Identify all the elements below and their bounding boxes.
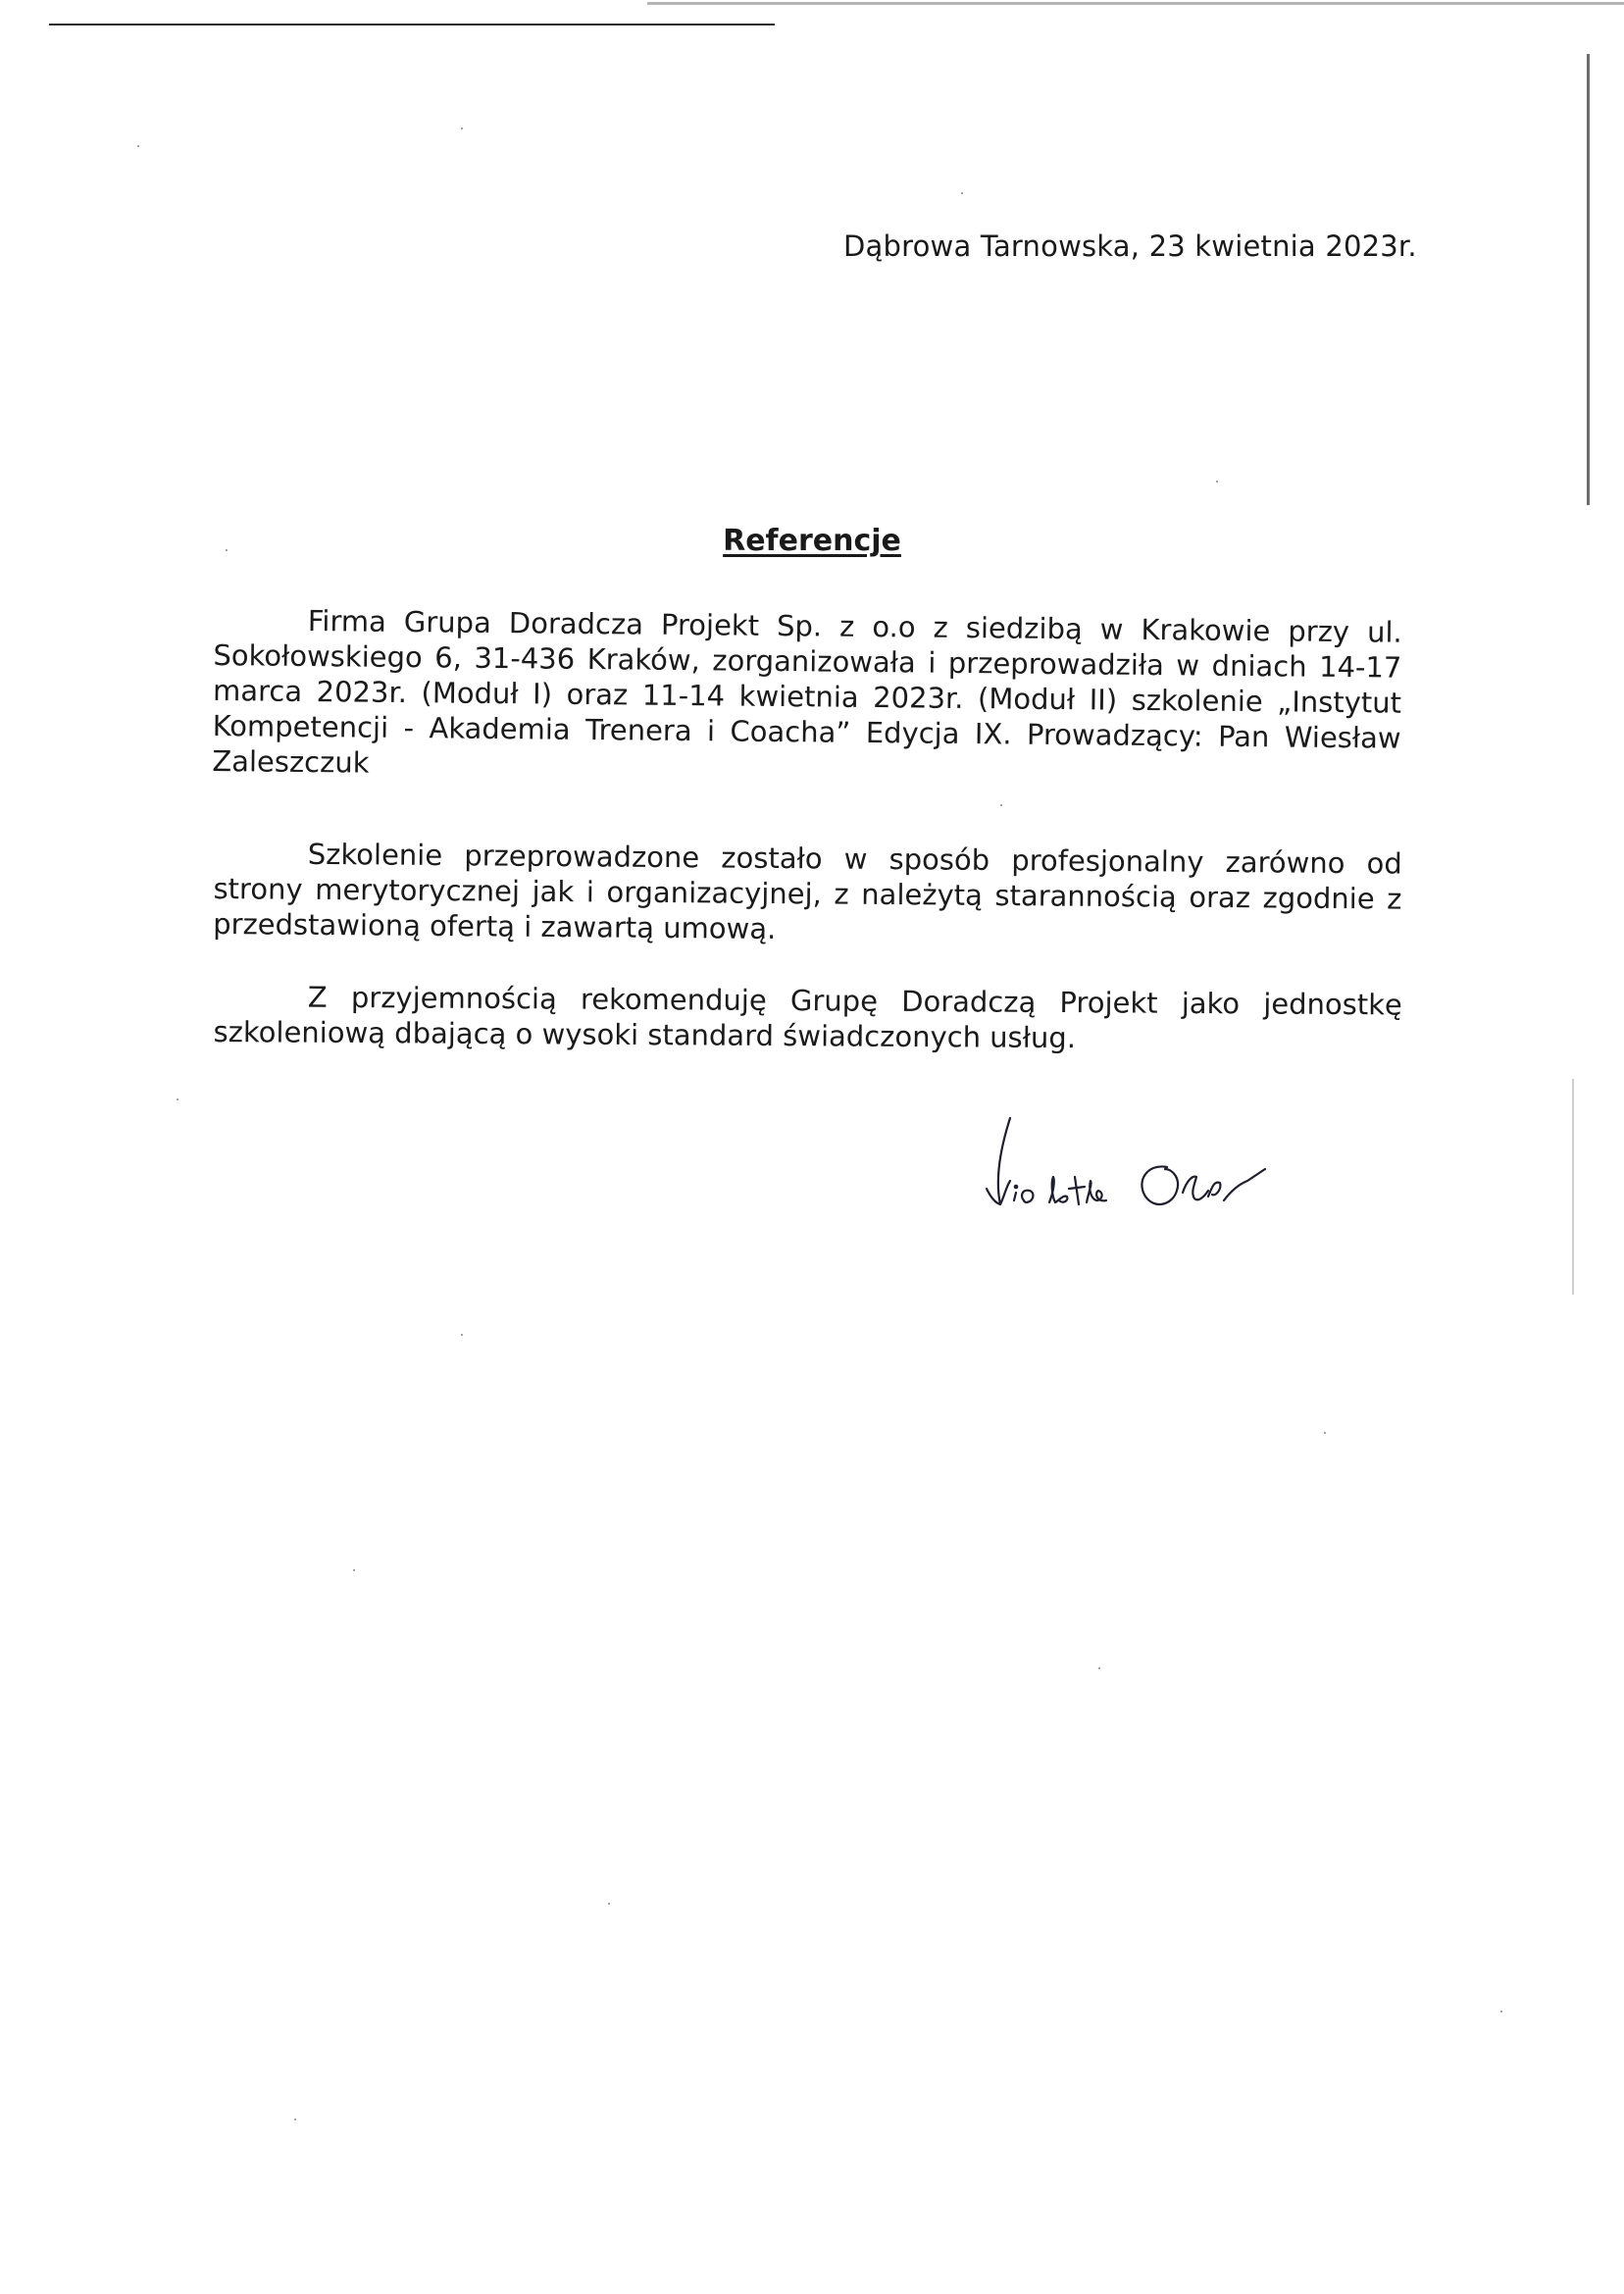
scan-border-line	[49, 24, 775, 25]
scan-speck	[294, 2118, 296, 2120]
scan-speck	[177, 1098, 178, 1100]
letter-title: Referencje	[723, 524, 901, 558]
scan-border-line	[647, 2, 1624, 5]
scan-speck	[461, 1334, 463, 1336]
handwritten-signature	[981, 1098, 1314, 1226]
scan-speck	[461, 127, 463, 129]
scan-edge-line	[1587, 54, 1590, 505]
paragraph-text: Firma Grupa Doradcza Projekt Sp. z o.o z siedzibą w Krakowie przy ul. Sokołowskiego 6, 31-436 Kraków, zorganizowała i przeprowadziła w dniach 14-17 marca 2023r. (Moduł I) oraz 11-14 kwietnia 2023r. (Moduł II) szkolenie „Instytut Kompetencji - Akademia Trenera i Coacha” Edycja IX. Prowadzący: Pan Wiesław Zaleszczuk	[212, 604, 1402, 780]
scan-speck	[353, 1569, 355, 1571]
paragraph-2	[213, 836, 1402, 952]
scan-speck	[1000, 804, 1002, 806]
paragraph-text: Z przyjemnością rekomenduję Grupę Doradczą Projekt jako jednostkę szkoleniową dbającą o wysoki standard świadczonych usług.	[213, 980, 1402, 1055]
scan-speck	[1324, 1432, 1326, 1434]
scan-edge-line	[1572, 1079, 1574, 1295]
scan-speck	[608, 1903, 610, 1905]
place-and-date: Dąbrowa Tarnowska, 23 kwietnia 2023r.	[843, 229, 1417, 263]
paragraph-text: Szkolenie przeprowadzone zostało w sposób profesjonalny zarówno od strony merytorycznej jak i organizacyjnej, z należytą starannością oraz zgodnie z przedstawioną ofertą i zawartą umową.	[213, 837, 1402, 946]
paragraph-3	[213, 979, 1401, 1057]
scan-speck	[1500, 2011, 1502, 2013]
paragraph-1	[212, 602, 1402, 791]
scan-speck	[961, 192, 963, 194]
scan-speck	[1216, 481, 1218, 483]
scan-speck	[226, 549, 228, 551]
scan-speck	[137, 145, 139, 147]
scan-speck	[1098, 1667, 1100, 1669]
